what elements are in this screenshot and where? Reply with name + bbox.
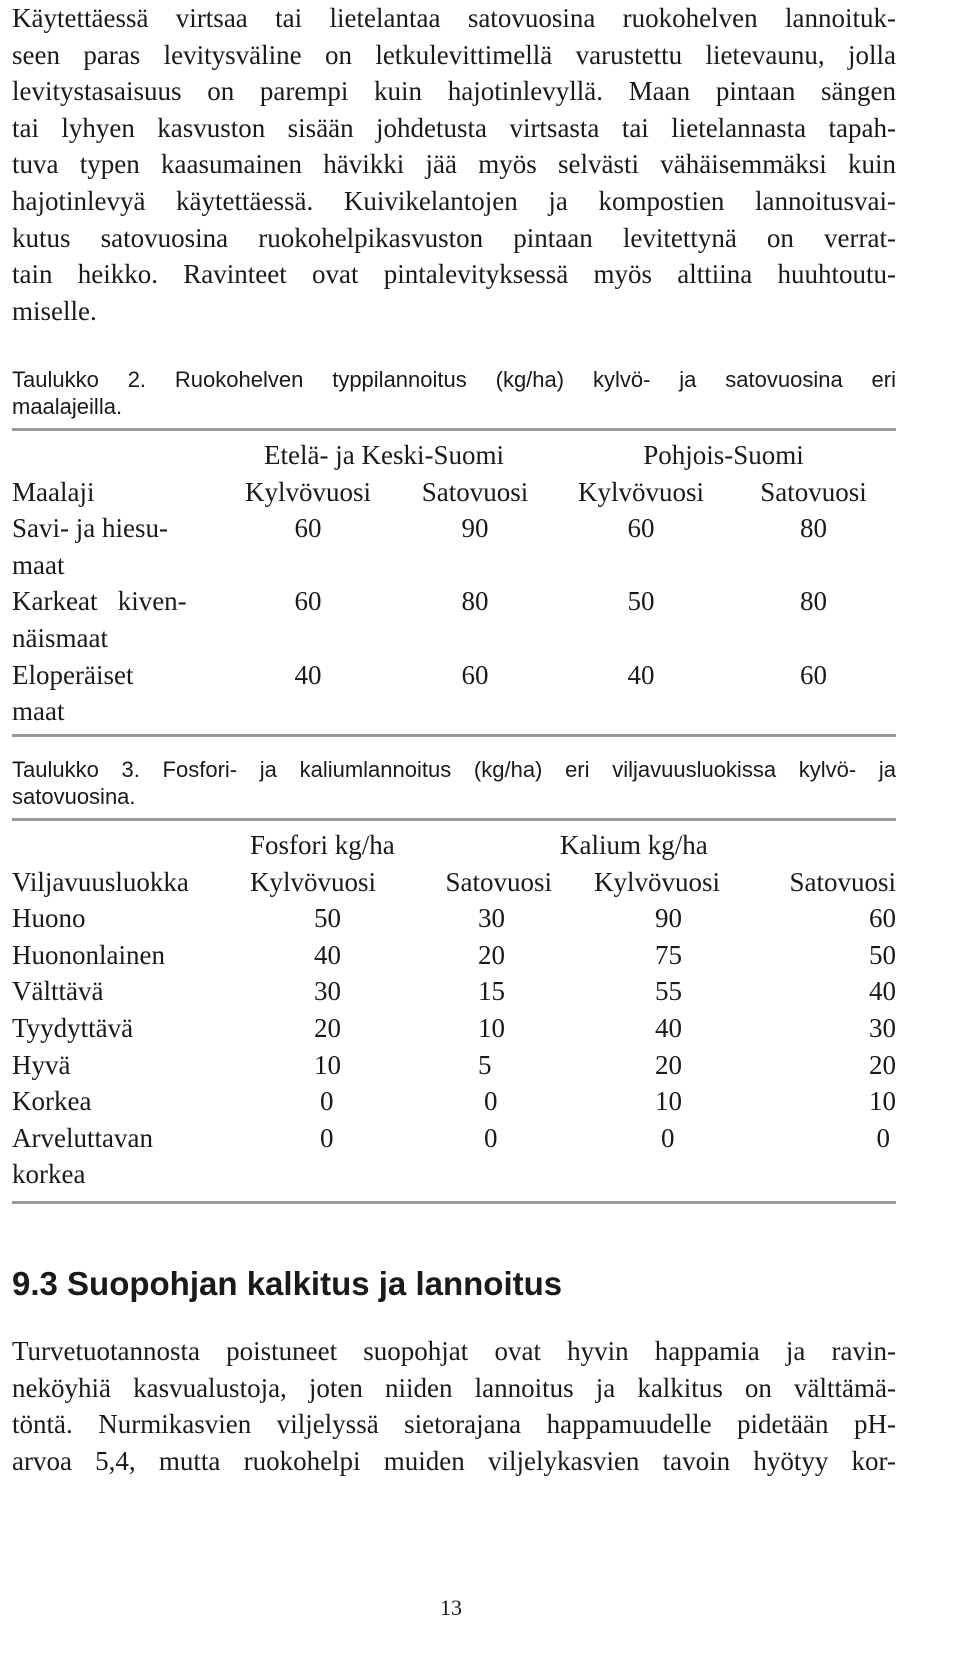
cell: 20 — [869, 1049, 896, 1080]
cell: 0 — [876, 1122, 890, 1153]
cell: 0 — [484, 1086, 498, 1117]
table-row — [12, 1120, 896, 1203]
cell: 60 — [869, 903, 896, 934]
cell: 0 — [661, 1122, 675, 1153]
section-heading: 9.3 Suopohjan kalkitus ja lannoitus — [12, 1265, 563, 1302]
cell: 90 — [655, 903, 682, 934]
row-label: Tyydyttävä — [12, 1012, 134, 1043]
intro-line: tain heikko. Ravinteet ovat pintalevityksessä myös alttiina huuhtoutu- — [12, 259, 896, 290]
row-label: Arveluttavan korkea — [12, 1122, 153, 1190]
row-label: Eloperäiset maat — [12, 659, 134, 727]
intro-line: tuva typen kaasumainen hävikki jää myös selvästi vähäisemmäksi kuin — [12, 149, 896, 180]
cell: 40 — [655, 1012, 682, 1043]
table3 — [12, 818, 896, 1204]
column-header: Kylvövuosi — [244, 476, 371, 507]
table-row — [12, 973, 896, 1010]
cell: 60 — [800, 659, 827, 690]
section-paragraph — [12, 1333, 896, 1479]
cell: 20 — [655, 1049, 682, 1080]
cell: 80 — [800, 586, 827, 617]
section-line: neköyhiä kasvualustoja, joten niiden lannoitus ja kalkitus on välttämä- — [12, 1372, 896, 1403]
cell: 30 — [314, 976, 341, 1007]
cell: 40 — [314, 939, 341, 970]
column-header: Kylvövuosi — [250, 866, 377, 897]
cell: 80 — [800, 513, 827, 544]
cell: 30 — [478, 903, 505, 934]
page-number: 13 — [440, 1595, 462, 1620]
intro-line: seen paras levitysväline on letkulevittimellä varustettu lietevaunu, jolla — [12, 39, 896, 70]
intro-line: hajotinlevyä käytettäessä. Kuivikelantojen ja kompostien lannoitusvai- — [12, 185, 896, 216]
intro-line: kutus satovuosina ruokohelpikasvuston pintaan levitettynä on verrat- — [12, 222, 896, 253]
row-label: Savi- ja hiesu- maat — [12, 513, 168, 580]
row-label: Välttävä — [12, 976, 104, 1007]
cell: 10 — [655, 1086, 682, 1117]
cell: 30 — [869, 1012, 896, 1043]
intro-line: tai lyhyen kasvuston sisään johdetusta virtsasta tai lietelannasta tapah- — [12, 112, 896, 143]
cell: 0 — [320, 1122, 334, 1153]
cell: 10 — [869, 1086, 896, 1117]
column-header: Satovuosi — [445, 866, 552, 897]
intro-line: miselle. — [12, 295, 97, 326]
cell: 0 — [484, 1122, 498, 1153]
table3-group-phosphorus: Fosfori kg/ha — [250, 830, 395, 860]
table-row — [12, 657, 896, 736]
table-row — [12, 900, 896, 937]
table2-group-header — [12, 430, 896, 474]
column-header: Viljavuusluokka — [12, 866, 189, 897]
table3-column-header — [12, 864, 896, 901]
table2-caption — [12, 366, 896, 420]
table-row — [12, 583, 896, 656]
table3-group-potassium: Kalium kg/ha — [560, 830, 708, 860]
intro-paragraph — [12, 0, 896, 329]
column-header: Satovuosi — [760, 476, 867, 507]
intro-line: Käytettäessä virtsaa tai lietelantaa satovuosina ruokohelven lannoituk- — [12, 3, 896, 33]
table2-group-south: Etelä- ja Keski-Suomi — [264, 440, 504, 470]
table2-column-header — [12, 474, 896, 511]
cell: 40 — [627, 659, 655, 690]
table3-group-header — [12, 820, 896, 864]
cell: 55 — [655, 976, 682, 1007]
column-header: Kylvövuosi — [594, 866, 721, 897]
cell: 60 — [461, 659, 489, 690]
table2-group-north: Pohjois-Suomi — [643, 440, 804, 470]
table-row — [12, 510, 896, 583]
cell: 10 — [478, 1012, 505, 1043]
cell: 5 — [478, 1049, 492, 1080]
table-row — [12, 937, 896, 974]
cell: 75 — [655, 939, 682, 970]
caption-line: maalajeilla. — [12, 394, 123, 419]
cell: 15 — [478, 976, 505, 1007]
section-line: Turvetuotannosta poistuneet suopohjat ovat hyvin happamia ja ravin- — [12, 1336, 896, 1366]
column-header: Satovuosi — [789, 866, 896, 897]
cell: 10 — [314, 1049, 341, 1080]
cell: 60 — [294, 586, 322, 617]
cell: 60 — [627, 513, 655, 544]
cell: 50 — [627, 586, 655, 617]
table-row — [12, 1083, 896, 1120]
cell: 60 — [294, 513, 322, 544]
row-label: Hyvä — [12, 1049, 71, 1080]
cell: 20 — [478, 939, 505, 970]
caption-line: Taulukko 2. Ruokohelven typpilannoitus (kg/ha) kylvö- ja satovuosina eri — [12, 367, 896, 392]
intro-line: levitystasaisuus on parempi kuin hajotinlevyllä. Maan pintaan sängen — [12, 76, 896, 107]
column-header: Maalaji — [12, 476, 95, 507]
table-row — [12, 1047, 896, 1084]
row-label: Huononlainen — [12, 939, 165, 970]
section-line: arvoa 5,4, mutta ruokohelpi muiden viljelykasvien tavoin hyötyy kor- — [12, 1445, 896, 1476]
section-line: töntä. Nurmikasvien viljelyssä sietorajana happamuudelle pidetään pH- — [12, 1409, 896, 1440]
row-label: Huono — [12, 903, 86, 934]
caption-line: Taulukko 3. Fosfori- ja kaliumlannoitus (kg/ha) eri viljavuusluokissa kylvö- ja — [12, 757, 896, 782]
cell: 40 — [294, 659, 322, 690]
column-header: Kylvövuosi — [577, 476, 704, 507]
table-row — [12, 1010, 896, 1047]
cell: 0 — [320, 1086, 334, 1117]
cell: 20 — [314, 1012, 341, 1043]
cell: 80 — [461, 586, 489, 617]
column-header: Satovuosi — [421, 476, 529, 507]
cell: 90 — [461, 513, 489, 544]
cell: 50 — [869, 939, 896, 970]
table3-caption — [12, 756, 896, 810]
caption-line: satovuosina. — [12, 784, 136, 809]
cell: 40 — [869, 976, 896, 1007]
row-label: Karkeat kiven- näismaat — [12, 586, 187, 653]
cell: 50 — [314, 903, 341, 934]
table2 — [12, 428, 896, 737]
row-label: Korkea — [12, 1086, 92, 1117]
